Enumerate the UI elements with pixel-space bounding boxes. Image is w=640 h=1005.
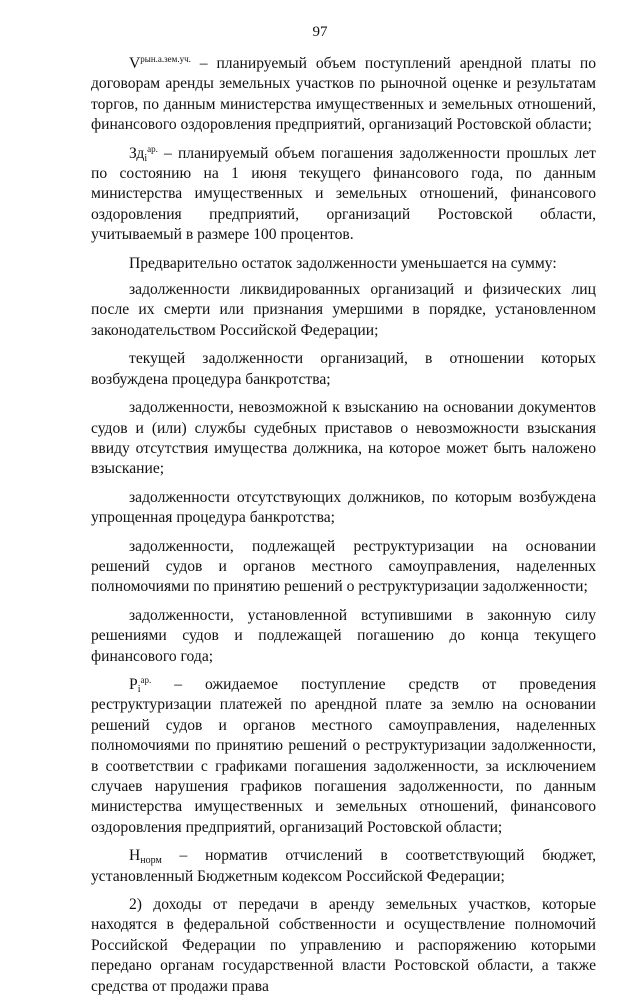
paragraph-n-norm <box>91 846 596 887</box>
paragraph-text: текущей задолженности организаций, в отношении которых возбуждена процедура банкротства; <box>91 350 596 388</box>
paragraph-text: задолженности, невозможной к взысканию на основании документов судов и (или) службы судебных приставов о невозможности взыскания ввиду отсутствия имущества должника, на которое может быть наложено взыскание; <box>91 399 596 478</box>
paragraph-text: – планируемый объем погашения задолженности прошлых лет по состоянию на 1 июня текущего финансового года, по данным министерства имущественных и земельных отношений, финансового оздоровления предприятий, организаций Ростовской области, учитываемый в размере 100 процентов. <box>91 144 596 244</box>
paragraph-zd-debt <box>91 144 596 246</box>
paragraph-text: – норматив отчислений в соответствующий бюджет, установленный Бюджетным кодексом Российской Федерации; <box>91 847 596 885</box>
paragraph-uncollectable-debt <box>91 398 596 480</box>
formula-superscript: рын.а.зем.уч. <box>140 54 191 64</box>
formula-symbol: P <box>129 675 138 693</box>
paragraph-court-decision-debt <box>91 606 596 667</box>
paragraph-absent-debtors <box>91 488 596 529</box>
paragraph-text: – ожидаемое поступление средств от проведения реструктуризации платежей по арендной плате за землю на основании решений судов и органов местного самоуправления, наделенных полномочиями по принятию решений о реструктуризации задолженности, в соответствии с графиками погашения задолженности, за исключением случаев нарушения графиков погашения задолженности, по данным министерства имущественных и земельных отношений, финансового оздоровления предприятий, организаций Ростовской области; <box>91 675 596 836</box>
paragraph-text: задолженности, подлежащей реструктуризации на основании решений судов и органов местного самоуправления, наделенных полномочиями по принятию решений о реструктуризации задолженности; <box>91 537 596 596</box>
document-body <box>91 54 596 1005</box>
paragraph-p-restructuring <box>91 675 596 838</box>
formula-symbol: Н <box>129 847 141 865</box>
formula-superscript: ар. <box>147 143 158 154</box>
paragraph-text: задолженности отсутствующих должников, по которым возбуждена упрощенная процедура банкротства; <box>91 488 596 527</box>
paragraph-debt-reduction-intro <box>91 254 596 274</box>
paragraph-bankruptcy-debt <box>91 349 596 390</box>
paragraph-text: 2) доходы от передачи в аренду земельных участков, которые находятся в федеральной собственности и осуществление полномочий Российской Федерации по управлению и распоряжению которыми передано органам государственной власти Ростовской области, а также средства от продажи права <box>91 896 596 995</box>
paragraph-liquidated-debt <box>91 280 596 341</box>
formula-symbol: V <box>129 55 141 72</box>
paragraph-restructuring-debt <box>91 537 596 598</box>
paragraph-text: задолженности, установленной вступившими в законную силу решениями судов и подлежащей погашению до конца текущего финансового года; <box>91 606 596 665</box>
paragraph-federal-land-rent <box>91 895 596 997</box>
formula-superscript: ар. <box>140 674 152 685</box>
formula-subscript: норм <box>140 855 162 867</box>
paragraph-text: задолженности ликвидированных организаций и физических лиц после их смерти или признания умершими в порядке, установленном законодательством Российской Федерации; <box>91 281 596 339</box>
formula-symbol: Зд <box>129 144 145 162</box>
paragraph-text: Предварительно остаток задолженности уменьшается на сумму: <box>129 254 557 272</box>
formula-subscript: i <box>137 683 141 695</box>
paragraph-v-rent-market <box>91 54 596 136</box>
page-number: 97 <box>312 24 328 40</box>
paragraph-text: – планируемый объем поступлений арендной платы по договорам аренды земельных участков по рыночной оценке и результатам торгов, по данным министерства имущественных и земельных отношений, финансового оздоровления предприятий, организаций Ростовской области; <box>91 55 596 134</box>
formula-subscript: i <box>144 152 148 164</box>
